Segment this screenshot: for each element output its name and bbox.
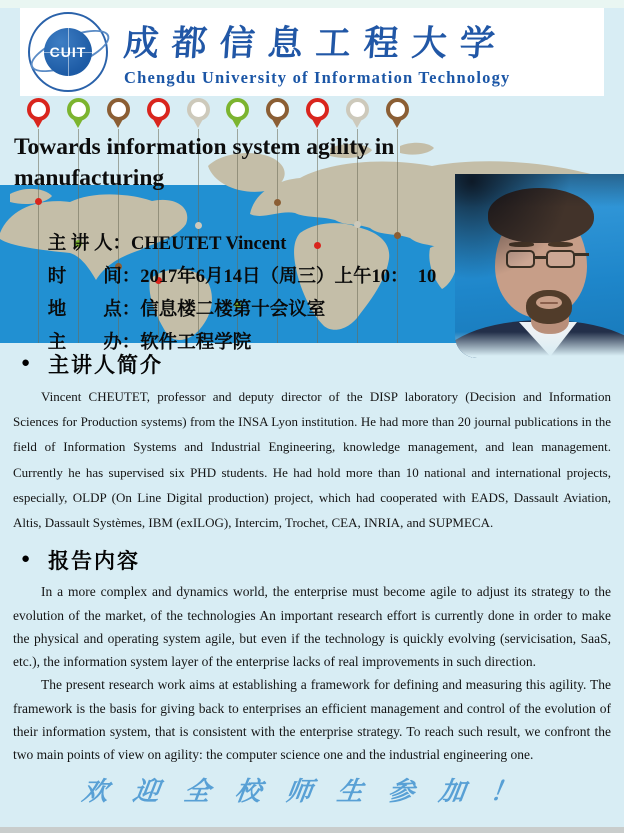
pin-head <box>226 98 249 121</box>
meta-value: 信息楼二楼第十会议室 <box>140 300 326 320</box>
bullet-icon: ● <box>21 551 31 568</box>
university-name-chinese: 成都信息工程大学 <box>122 24 510 63</box>
photo-hair <box>488 188 594 243</box>
photo-lip <box>540 302 558 304</box>
welcome-line: 欢迎全校师生参加！ <box>80 776 544 806</box>
pin-tail <box>113 119 124 128</box>
bio-paragraph: Vincent CHEUTET, professor and deputy director of the DISP laboratory (Decision and Information Sciences for Production systems) from the INSA Lyon institution. He had more than 20 journal publications in the field of Information Systems and Industrial Engineering, knowledge management, and lean management. Currently he has supervised six PHD students. He had hold more than 10 national and international projects, especially, OLDP (On Line Digital production) project, which had cooperated with EADS, Dassault Aviation, Altis, Dassault Systèmes, IBM (exILOG), Intercim, Trochet, CEA, INRIA, and SUPMECA. <box>13 389 611 531</box>
pin-head <box>266 98 289 121</box>
bullet-icon: ● <box>21 355 31 371</box>
meta-label: 主 办： <box>47 333 141 353</box>
pin-tail <box>153 119 164 128</box>
pin-head <box>107 98 130 121</box>
pin-head <box>306 98 329 121</box>
pin-tail <box>193 119 204 128</box>
pin-head <box>147 98 170 121</box>
pin-tail <box>352 119 363 128</box>
section-heading-talk-content <box>21 546 611 573</box>
photo-eyebrow <box>509 242 534 247</box>
glasses-bridge <box>534 256 547 259</box>
university-name-english: Chengdu University of Information Technology <box>124 68 511 87</box>
meta-label: 地 点： <box>47 300 141 320</box>
talk-paragraph: The present research work aims at establishing a framework for defining and measuring this agility. The framework is the basis for giving back to enterprises an efficient management and control of the evolution of their information system, that is consistent with the enterprise strategy. To reach such result, we confront the two main points of view on agility: the computer science one and the industrial engineering one. <box>13 677 611 763</box>
pin-tail <box>392 119 403 128</box>
section-heading-speaker-bio <box>21 350 611 377</box>
pin-tail <box>272 119 283 128</box>
pin-head <box>27 98 50 121</box>
glasses-icon <box>546 250 575 268</box>
meta-value: 2017年6月14日（周三）上午10： 10 <box>140 267 437 287</box>
pin-head <box>346 98 369 121</box>
pin-tail <box>73 119 84 128</box>
section-title-talk: 报告内容 <box>48 548 141 573</box>
talk-paragraph: In a more complex and dynamics world, the enterprise must become agile to adjust its strategy to the evolution of the market, of the technologies An important research effort is currently done in order to make the physical and operating system agile, but even if the technology is quickly evolving (servicisation, SaaS, etc.), the information system layer of the enterprise lacks of real improvements in such direction. <box>13 584 611 670</box>
meta-line <box>20 208 460 254</box>
glasses-arm <box>574 253 589 256</box>
pin-location-dot <box>274 199 281 206</box>
talk-content-text <box>13 580 611 766</box>
meta-label: 时 间： <box>47 267 141 287</box>
logo-cuit-text: CUIT <box>49 44 87 60</box>
speaker-photo <box>455 174 624 358</box>
pin-head <box>187 98 210 121</box>
pin-head <box>67 98 90 121</box>
photo-eyebrow <box>548 242 573 247</box>
meta-value: CHEUTET Vincent <box>131 234 287 254</box>
pin-tail <box>312 119 323 128</box>
pin-tail <box>232 119 243 128</box>
pin-head <box>386 98 409 121</box>
university-logo <box>28 12 108 92</box>
pin-location-dot <box>35 198 42 205</box>
poster-body <box>0 348 624 808</box>
lecture-meta <box>20 208 460 353</box>
speaker-bio-text <box>13 384 611 535</box>
lecture-title: Towards information system agility in manufacturing <box>14 134 395 191</box>
meta-value: 软件工程学院 <box>140 333 252 353</box>
section-title-bio: 主讲人简介 <box>48 352 164 377</box>
pin-tail <box>33 119 44 128</box>
glasses-icon <box>506 250 535 268</box>
bottom-strip <box>0 827 624 833</box>
meta-label: 主 讲 人： <box>47 234 132 254</box>
university-header <box>20 8 604 96</box>
